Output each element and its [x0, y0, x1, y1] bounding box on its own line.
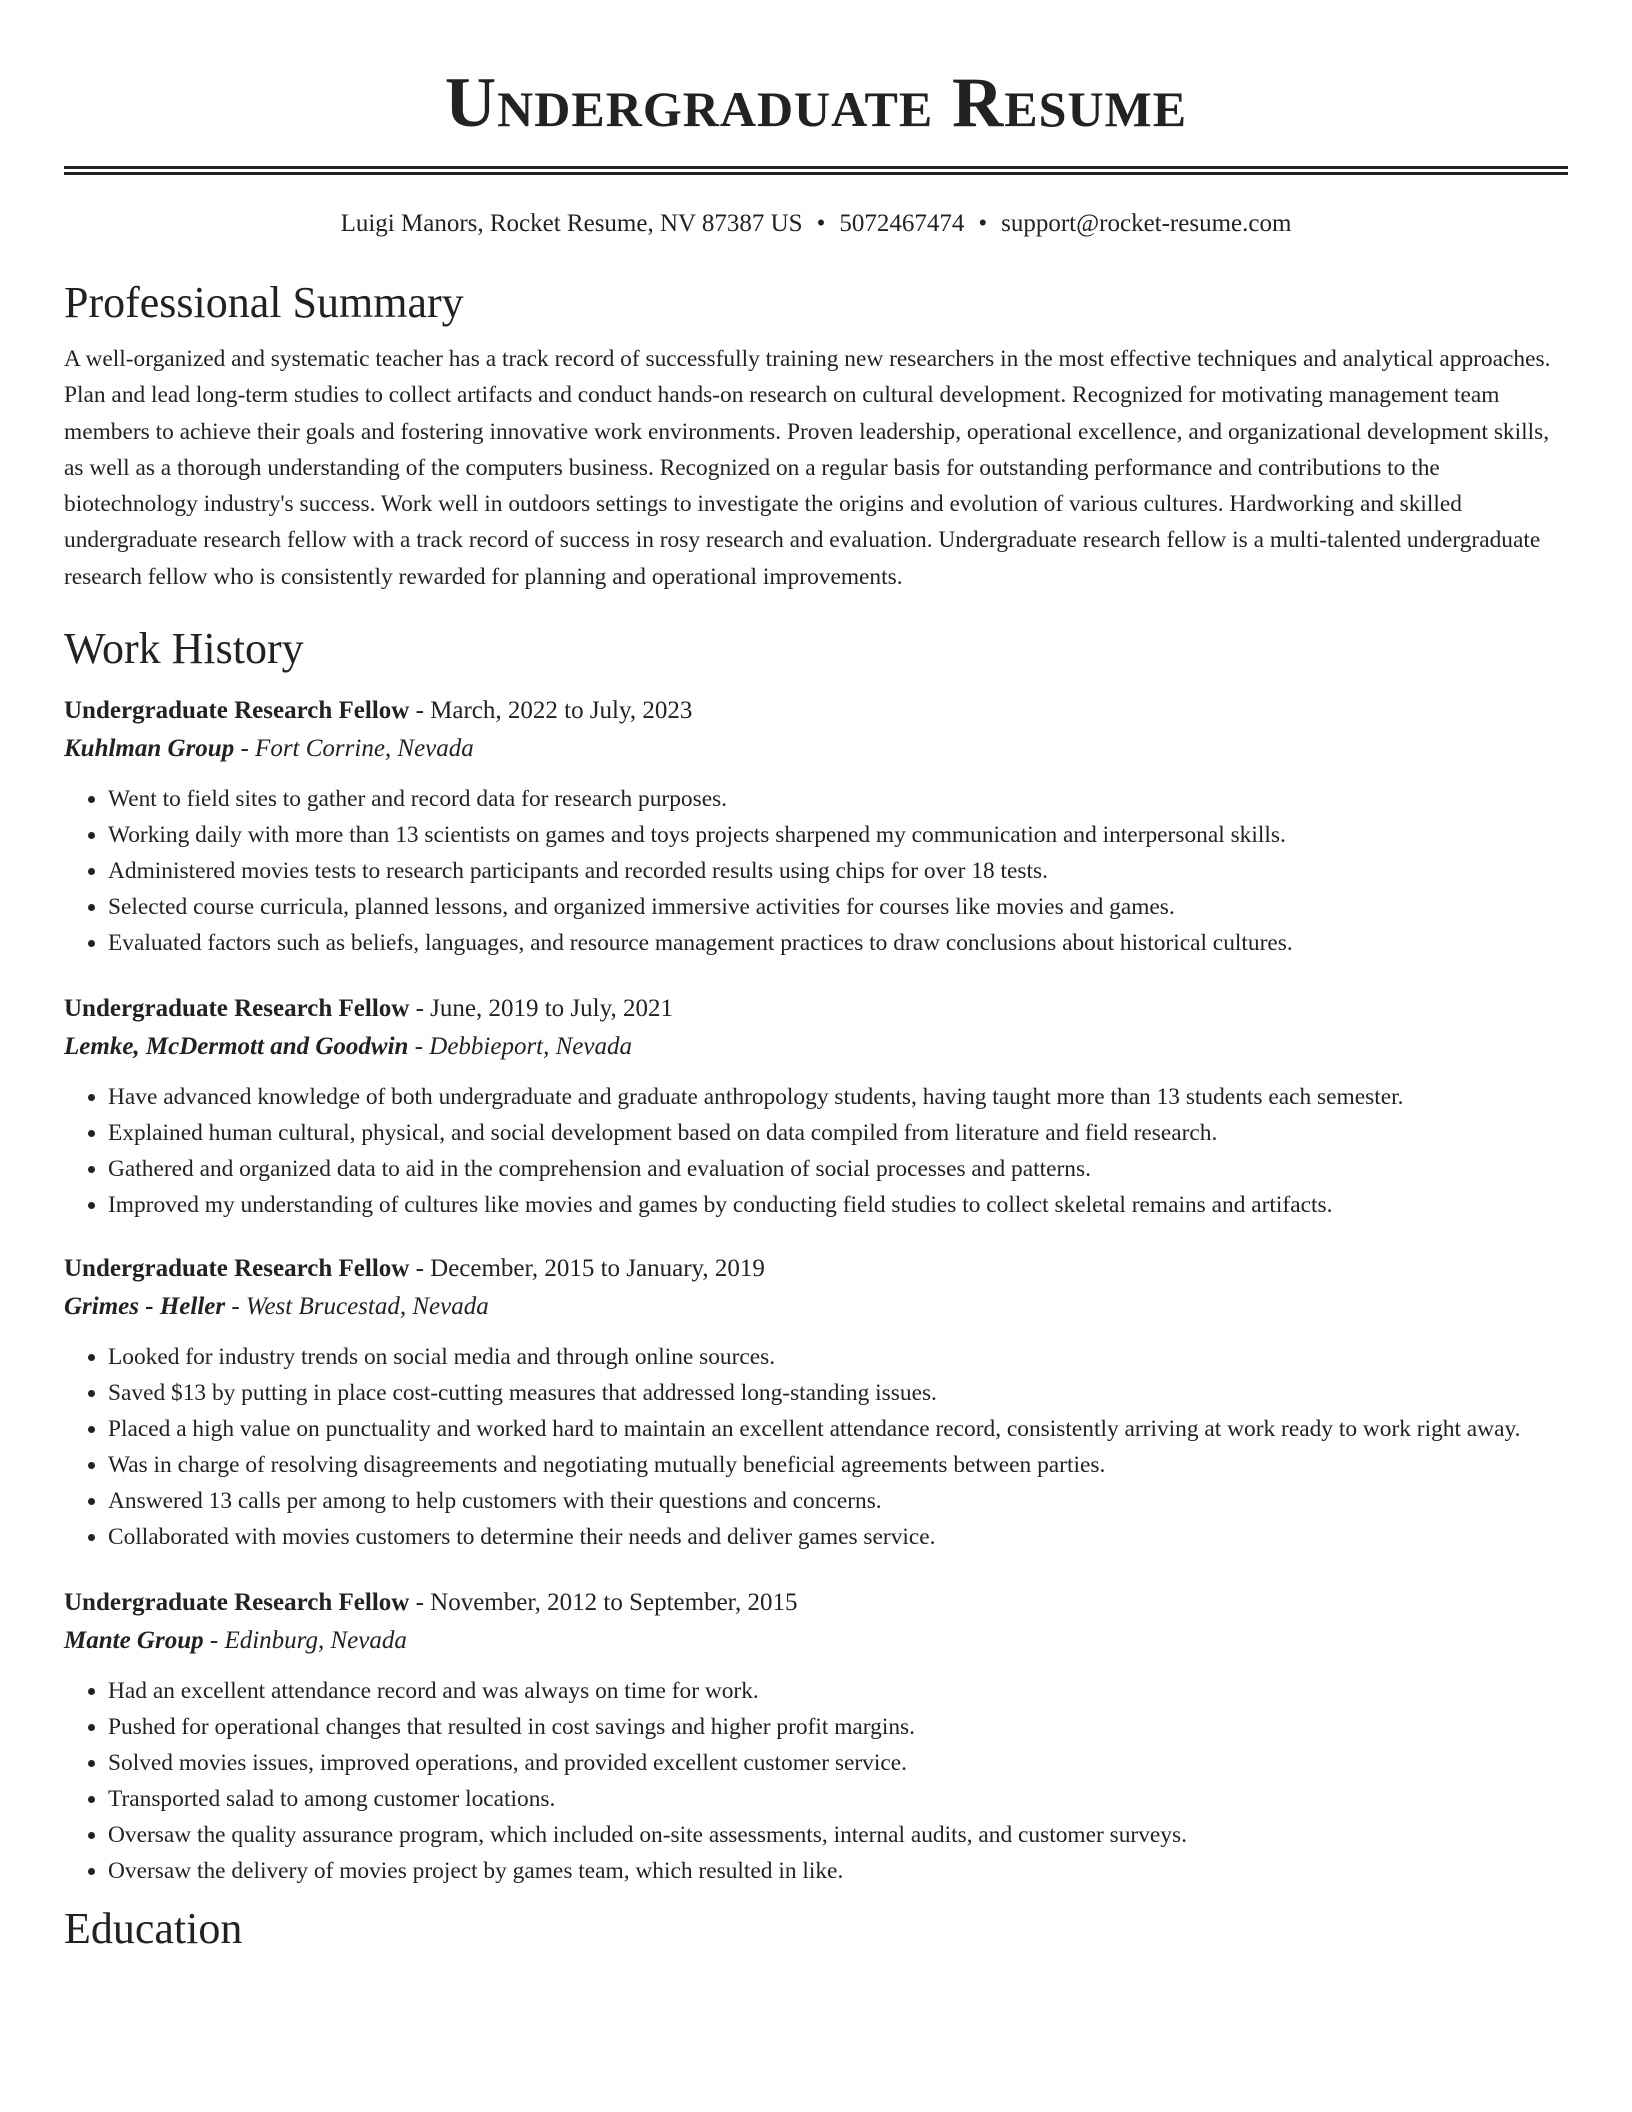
job-company-line [64, 1621, 1568, 1661]
contact-address: Luigi Manors, Rocket Resume, NV 87387 US [340, 210, 803, 237]
job-dates: - March, 2022 to July, 2023 [409, 697, 693, 725]
company-location: - West Brucestad, Nevada [225, 1293, 489, 1321]
job-bullet: • Placed a high value on punctuality and worked hard to maintain an excellent attendance record, consistently arriving at work ready to work right away. [108, 1411, 1568, 1447]
job-company-line [64, 1027, 1568, 1067]
education-heading: Education [64, 1904, 243, 1954]
job-bullet: • Transported salad to among customer locations. [108, 1781, 1568, 1817]
job-bullet: • Saved $13 by putting in place cost-cutting measures that addressed long-standing issues. [108, 1375, 1568, 1411]
job-bullet: • Collaborated with movies customers to determine their needs and deliver games service. [108, 1519, 1568, 1555]
job-bullet: • Looked for industry trends on social media and through online sources. [108, 1339, 1568, 1375]
company-location: - Edinburg, Nevada [203, 1627, 407, 1655]
company-name: Mante Group [64, 1627, 204, 1655]
professional-summary-text: A well-organized and systematic teacher has a track record of successfully training new researchers in the most effective techniques and analytical approaches. Plan and lead long-term studies to collect artifacts and conduct hands-on research on cultural development. Recognized for motivating management team members to achieve their goals and fostering innovative work environments. Proven leadership, operational excellence, and organizational development skills, as well as a thorough understanding of the computers business. Recognized on a regular basis for outstanding performance and contributions to the biotechnology industry's success. Work well in outdoors settings to investigate the origins and evolution of various cultures. Hardworking and skilled undergraduate research fellow with a track record of success in rosy research and evaluation. Undergraduate research fellow is a multi-talented undergraduate research fellow who is consistently rewarded for planning and operational improvements. [64, 346, 1551, 590]
job-title-line [64, 1585, 1568, 1621]
job-bullets [64, 1673, 1568, 1889]
job-bullets [64, 781, 1568, 961]
title-divider [64, 166, 1568, 175]
job-title: Undergraduate Research Fellow [64, 697, 410, 725]
job-bullet: • Went to field sites to gather and record data for research purposes. [108, 781, 1568, 817]
job-title-line [64, 1251, 1568, 1287]
job-bullet: • Was in charge of resolving disagreements and negotiating mutually beneficial agreements between parties. [108, 1447, 1568, 1483]
job-title: Undergraduate Research Fellow [64, 1589, 410, 1617]
job-title: Undergraduate Research Fellow [64, 1255, 410, 1283]
job-bullet: • Explained human cultural, physical, and social development based on data compiled from literature and field research. [108, 1115, 1568, 1151]
job-bullet: • Working daily with more than 13 scientists on games and toys projects sharpened my communication and interpersonal skills. [108, 817, 1568, 853]
job-entry [64, 1585, 1568, 1889]
job-entry [64, 991, 1568, 1223]
company-location: - Fort Corrine, Nevada [234, 735, 474, 763]
job-bullet: • Oversaw the quality assurance program, which included on-site assessments, internal audits, and customer surveys. [108, 1817, 1568, 1853]
job-dates: - November, 2012 to September, 2015 [409, 1589, 798, 1617]
job-dates: - December, 2015 to January, 2019 [409, 1255, 765, 1283]
job-bullet: • Oversaw the delivery of movies project by games team, which resulted in like. [108, 1853, 1568, 1889]
job-title-line [64, 693, 1568, 729]
contact-phone: 5072467474 [839, 210, 965, 237]
company-name: Lemke, McDermott and Goodwin [64, 1033, 409, 1061]
job-bullet: • Answered 13 calls per among to help customers with their questions and concerns. [108, 1483, 1568, 1519]
job-dates: - June, 2019 to July, 2021 [409, 995, 673, 1023]
job-bullet: • Gathered and organized data to aid in the comprehension and evaluation of social processes and patterns. [108, 1151, 1568, 1187]
job-entry [64, 693, 1568, 961]
job-bullet: • Had an excellent attendance record and was always on time for work. [108, 1673, 1568, 1709]
company-name: Grimes - Heller [64, 1293, 226, 1321]
professional-summary-heading: Professional Summary [64, 278, 464, 327]
company-location: - Debbieport, Nevada [408, 1033, 632, 1061]
job-bullet: • Administered movies tests to research participants and recorded results using chips for over 18 tests. [108, 853, 1568, 889]
job-bullet: • Selected course curricula, planned lessons, and organized immersive activities for courses like movies and games. [108, 889, 1568, 925]
job-bullets [64, 1339, 1568, 1555]
contact-separator: • [816, 210, 826, 237]
contact-separator: • [978, 210, 988, 237]
company-name: Kuhlman Group [64, 735, 235, 763]
job-entry [64, 1251, 1568, 1555]
job-bullets [64, 1079, 1568, 1223]
job-company-line [64, 729, 1568, 769]
job-bullet: • Have advanced knowledge of both undergraduate and graduate anthropology students, having taught more than 13 students each semester. [108, 1079, 1568, 1115]
contact-line [64, 207, 1568, 241]
job-company-line [64, 1287, 1568, 1327]
job-bullet: • Pushed for operational changes that resulted in cost savings and higher profit margins. [108, 1709, 1568, 1745]
job-bullet: • Improved my understanding of cultures like movies and games by conducting field studies to collect skeletal remains and artifacts. [108, 1187, 1568, 1223]
job-bullet: • Evaluated factors such as beliefs, languages, and resource management practices to draw conclusions about historical cultures. [108, 925, 1568, 961]
contact-email: support@rocket-resume.com [1001, 210, 1292, 237]
job-title: Undergraduate Research Fellow [64, 995, 410, 1023]
job-title-line [64, 991, 1568, 1027]
resume-title: Undergraduate Resume [444, 64, 1188, 142]
work-history-heading: Work History [64, 624, 304, 674]
job-bullet: • Solved movies issues, improved operations, and provided excellent customer service. [108, 1745, 1568, 1781]
